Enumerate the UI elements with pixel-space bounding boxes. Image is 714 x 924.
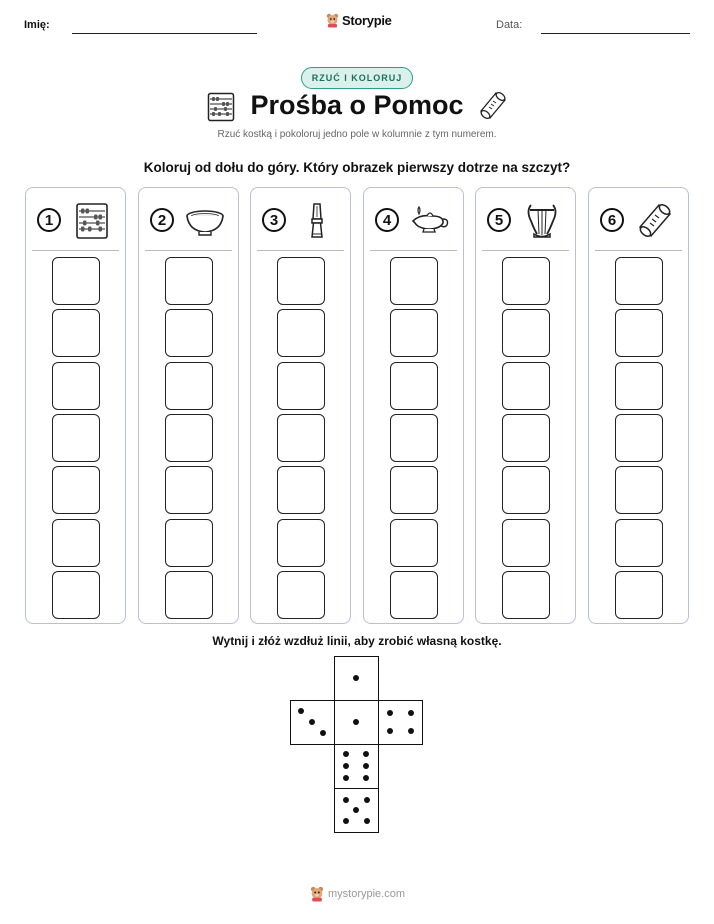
color-cell[interactable] xyxy=(502,571,550,619)
color-cell[interactable] xyxy=(615,362,663,410)
color-cell[interactable] xyxy=(615,571,663,619)
color-cell[interactable] xyxy=(502,519,550,567)
bear-icon xyxy=(326,13,339,28)
column-number: 4 xyxy=(375,208,399,232)
dice-pip xyxy=(363,775,369,781)
color-cell[interactable] xyxy=(502,257,550,305)
column-divider xyxy=(257,250,344,251)
dice-pip xyxy=(343,763,349,769)
dice-instruction: Wytnij i złóż wzdłuż linii, aby zrobić własną kostkę. xyxy=(212,634,502,648)
column-divider xyxy=(145,250,232,251)
color-cell[interactable] xyxy=(52,571,100,619)
color-cell[interactable] xyxy=(277,466,325,514)
color-cell[interactable] xyxy=(390,257,438,305)
dice-pip xyxy=(343,775,349,781)
scroll-icon xyxy=(478,90,508,122)
dice-face xyxy=(378,700,423,745)
color-cell[interactable] xyxy=(615,309,663,357)
dice-pip xyxy=(364,797,370,803)
storypie-logo xyxy=(326,13,392,28)
dice-face xyxy=(334,656,379,701)
column-divider xyxy=(482,250,569,251)
color-cell[interactable] xyxy=(165,571,213,619)
dice-face xyxy=(334,700,379,745)
bear-icon xyxy=(310,886,324,902)
column-number: 1 xyxy=(37,208,61,232)
column-number: 6 xyxy=(600,208,624,232)
subtitle: Rzuć kostką i pokoloruj jedno pole w kolumnie z tym numerem. xyxy=(217,129,497,140)
dice-face xyxy=(334,788,379,833)
color-cell[interactable] xyxy=(165,362,213,410)
column-number: 2 xyxy=(150,208,174,232)
dice-pip xyxy=(343,797,349,803)
color-cell[interactable] xyxy=(165,519,213,567)
logo-text: Storypie xyxy=(342,13,392,28)
dice-pip xyxy=(343,818,349,824)
dice-pip xyxy=(363,763,369,769)
dice-pip xyxy=(320,730,326,736)
column-divider xyxy=(32,250,119,251)
color-cell[interactable] xyxy=(615,519,663,567)
color-cell[interactable] xyxy=(277,519,325,567)
color-cell[interactable] xyxy=(502,362,550,410)
oil-lamp-icon xyxy=(410,201,450,241)
color-cell[interactable] xyxy=(502,414,550,462)
dice-pip xyxy=(363,751,369,757)
color-cell[interactable] xyxy=(165,466,213,514)
dice-pip xyxy=(364,818,370,824)
dice-pip xyxy=(309,719,315,725)
color-cell[interactable] xyxy=(502,309,550,357)
date-label: Data: xyxy=(496,19,523,31)
color-cell[interactable] xyxy=(390,309,438,357)
footer-link[interactable]: mystorypie.com xyxy=(328,888,406,900)
dice-face xyxy=(290,700,335,745)
footer xyxy=(310,886,405,902)
color-cell[interactable] xyxy=(52,519,100,567)
column-5 xyxy=(475,187,576,624)
name-label: Imię: xyxy=(24,19,50,31)
color-cell[interactable] xyxy=(615,257,663,305)
abacus-icon xyxy=(72,201,112,241)
dice-pip xyxy=(353,807,359,813)
chisel-icon xyxy=(297,201,337,241)
column-number: 5 xyxy=(487,208,511,232)
column-divider xyxy=(595,250,682,251)
color-cell[interactable] xyxy=(277,414,325,462)
color-cell[interactable] xyxy=(502,466,550,514)
color-cell[interactable] xyxy=(165,414,213,462)
dice-pip xyxy=(387,710,393,716)
color-cell[interactable] xyxy=(615,466,663,514)
bowl-icon xyxy=(185,201,225,241)
dice-pip xyxy=(298,708,304,714)
dice-pip xyxy=(343,751,349,757)
dice-pip xyxy=(387,728,393,734)
dice-pip xyxy=(353,719,359,725)
color-cell[interactable] xyxy=(390,519,438,567)
activity-badge: RZUĆ I KOLORUJ xyxy=(301,67,413,89)
column-1 xyxy=(25,187,126,624)
color-cell[interactable] xyxy=(52,309,100,357)
lyre-icon xyxy=(522,201,562,241)
name-line xyxy=(72,33,257,34)
dice-pip xyxy=(353,675,359,681)
coloring-instruction: Koloruj od dołu do góry. Który obrazek pierwszy dotrze na szczyt? xyxy=(143,160,571,175)
column-6 xyxy=(588,187,689,624)
color-cell[interactable] xyxy=(390,571,438,619)
date-line xyxy=(541,33,690,34)
color-cell[interactable] xyxy=(165,309,213,357)
color-cell[interactable] xyxy=(52,414,100,462)
dice-pip xyxy=(408,710,414,716)
color-cell[interactable] xyxy=(52,466,100,514)
scroll-icon xyxy=(635,201,675,241)
dice-face xyxy=(334,744,379,789)
color-cell[interactable] xyxy=(277,309,325,357)
color-cell[interactable] xyxy=(390,414,438,462)
color-cell[interactable] xyxy=(165,257,213,305)
color-cell[interactable] xyxy=(277,571,325,619)
color-cell[interactable] xyxy=(390,362,438,410)
color-cell[interactable] xyxy=(52,362,100,410)
column-number: 3 xyxy=(262,208,286,232)
color-cell[interactable] xyxy=(615,414,663,462)
page-title: Prośba o Pomoc xyxy=(250,90,464,120)
color-cell[interactable] xyxy=(390,466,438,514)
dice-pip xyxy=(408,728,414,734)
column-4 xyxy=(363,187,464,624)
column-2 xyxy=(138,187,239,624)
color-cell[interactable] xyxy=(277,257,325,305)
color-cell[interactable] xyxy=(52,257,100,305)
column-3 xyxy=(250,187,351,624)
column-divider xyxy=(370,250,457,251)
color-cell[interactable] xyxy=(277,362,325,410)
